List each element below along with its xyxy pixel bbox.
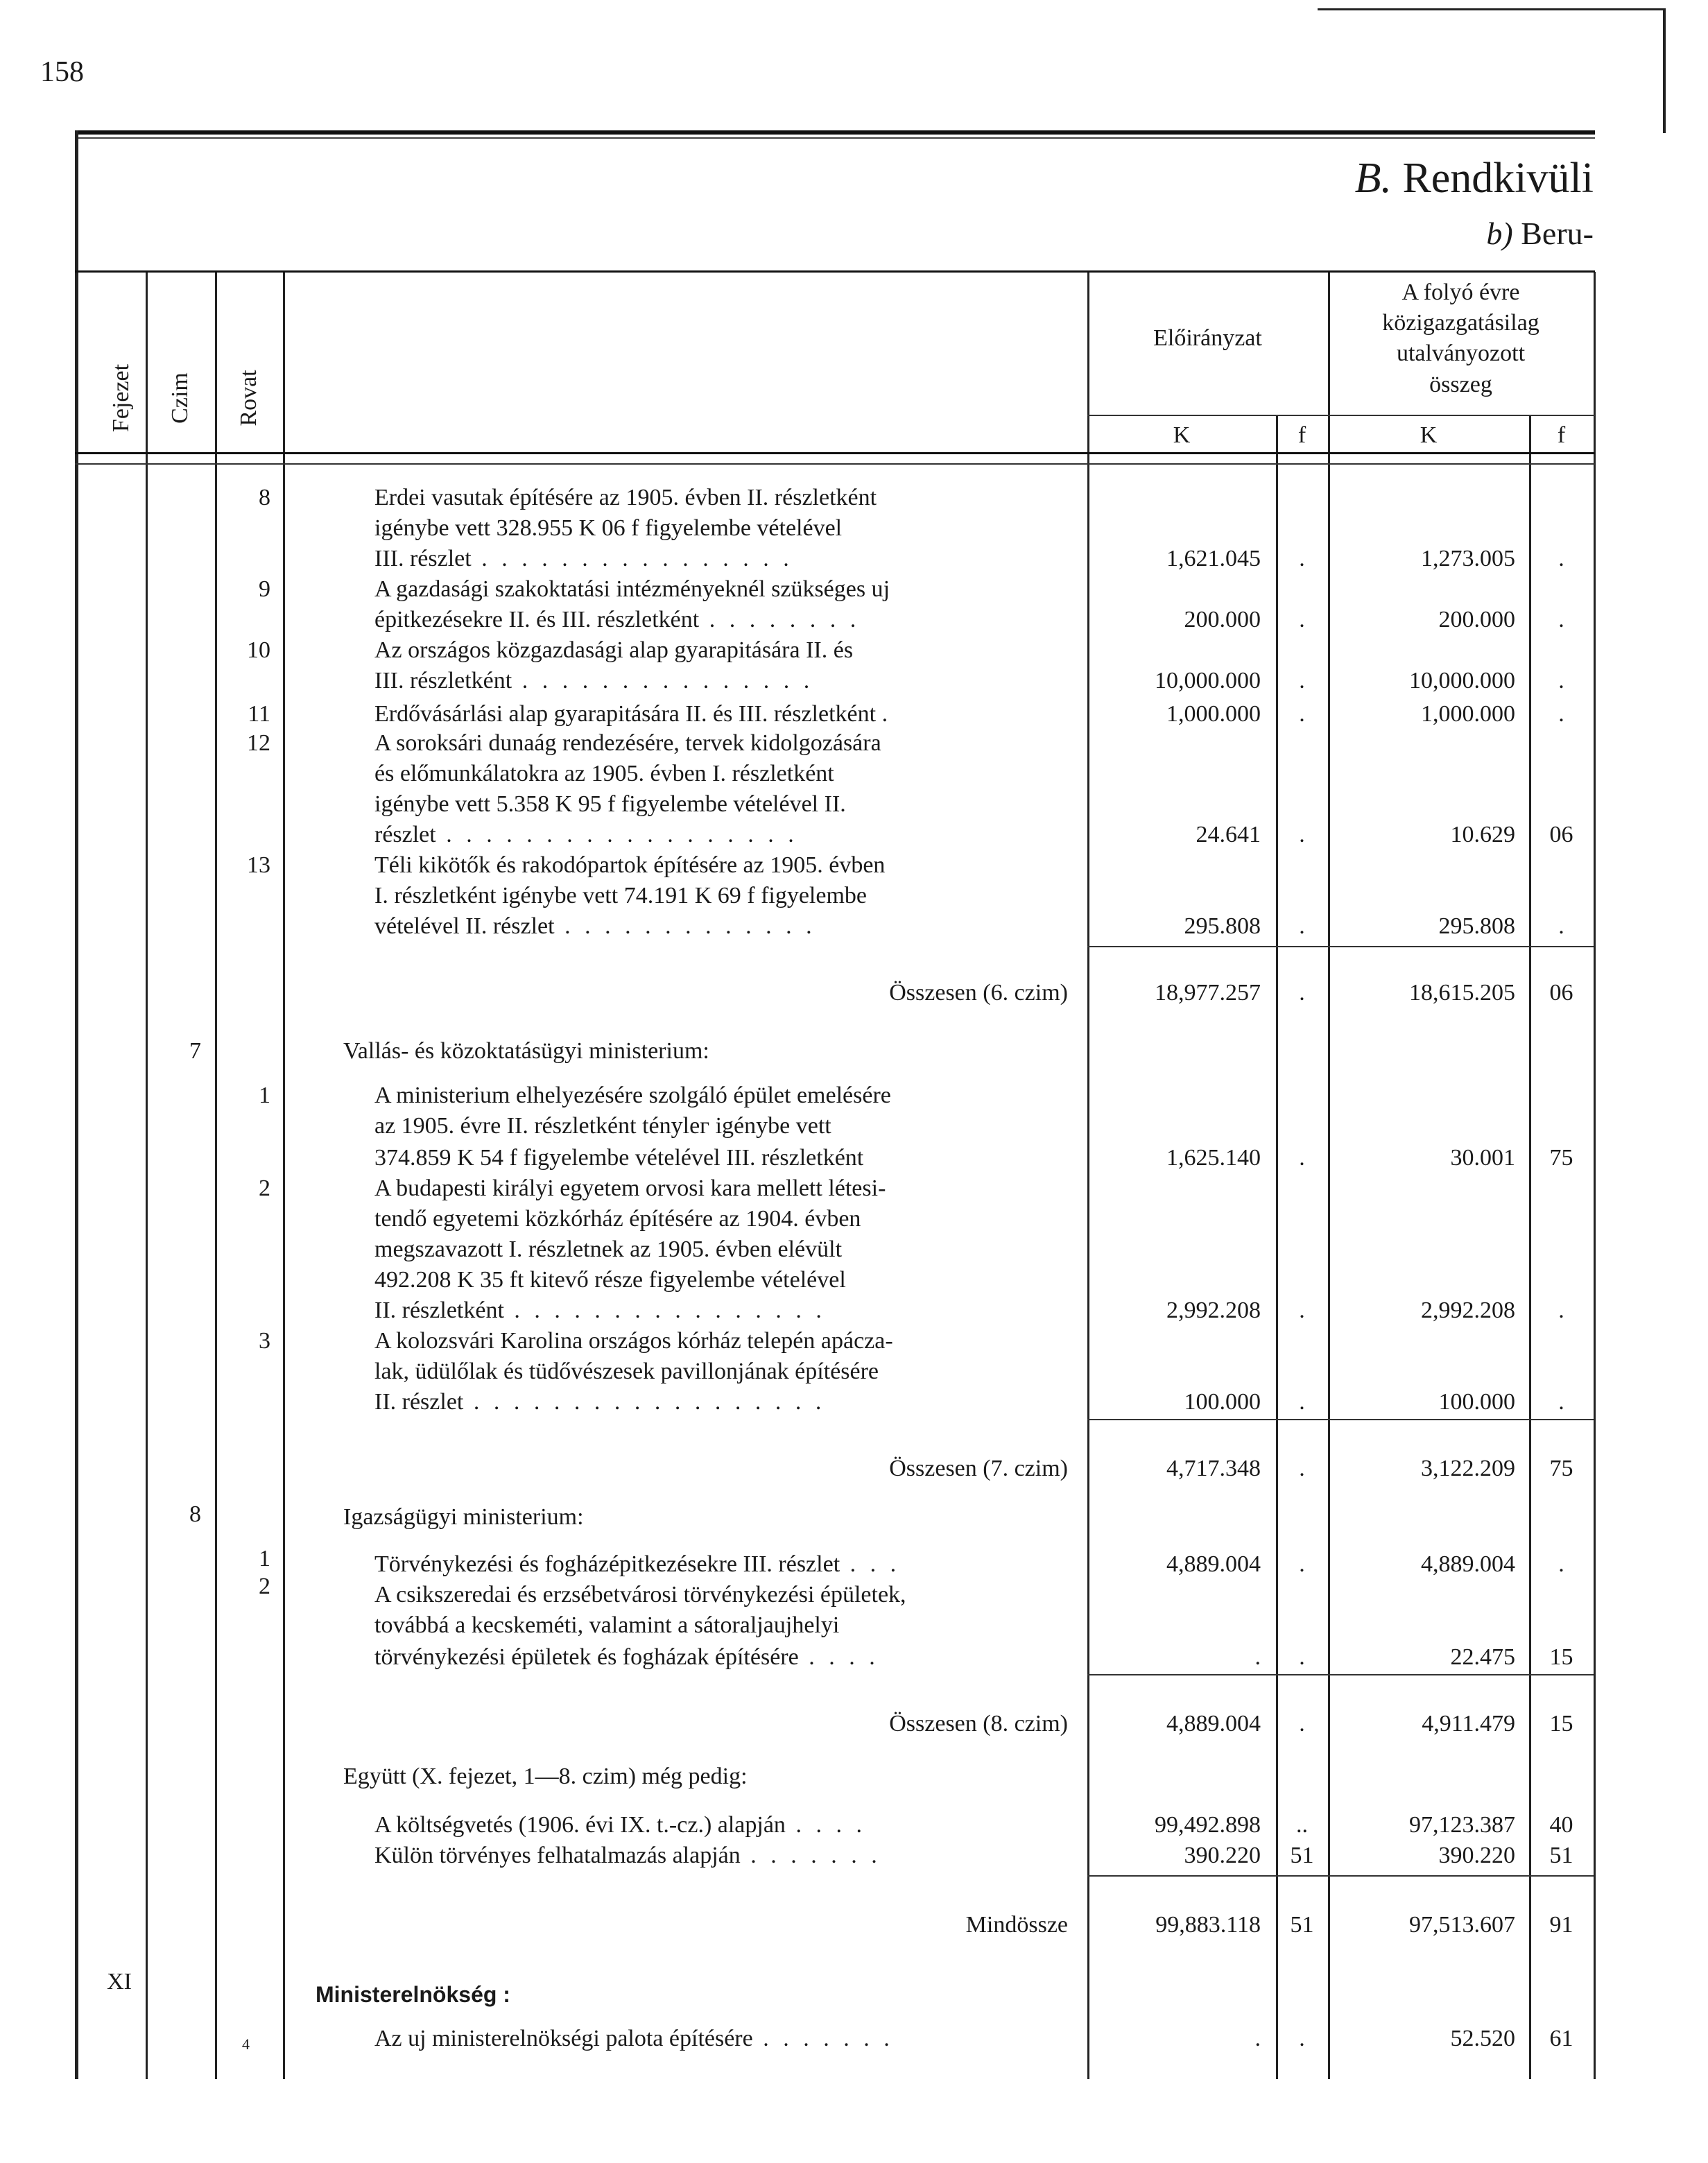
- utalvany-f: .: [1558, 1551, 1564, 1577]
- utalvany-f: 91: [1549, 1912, 1573, 1938]
- line-text: vételével II. részlet . . . . . . . . . . . . .: [374, 913, 816, 939]
- rovat-number: 13: [247, 852, 270, 878]
- rovat-number: 11: [248, 701, 270, 727]
- eloiranyzat-k: 4,889.004: [1166, 1711, 1261, 1737]
- col-divider: [146, 272, 148, 2079]
- col-divider: [1328, 272, 1330, 2079]
- utalvany-f: .: [1558, 668, 1564, 693]
- utalvany-f: 06: [1549, 980, 1573, 1006]
- line-text: I. részletként igénybe vett 74.191 K 69 f figyelembe: [374, 883, 867, 908]
- eloiranyzat-f: .: [1299, 1644, 1305, 1670]
- utalvany-f: .: [1558, 607, 1564, 632]
- utalvany-f: 40: [1549, 1812, 1573, 1838]
- subtotal-rule: [1087, 946, 1594, 947]
- eloiranyzat-k: 24.641: [1196, 822, 1261, 847]
- col-header-utalvanyozott: A folyó évre közigazgatásilag utalványozott összeg: [1382, 279, 1539, 397]
- rovat-number: 12: [247, 730, 270, 756]
- line-text: A ministerium elhelyezésére szolgáló épület emelésére: [374, 1083, 891, 1108]
- utalvany-f: 75: [1549, 1145, 1573, 1171]
- grand-total-label: Mindössze: [965, 1912, 1068, 1938]
- corner-rule: [1318, 8, 1664, 10]
- rovat-number: 3: [259, 1328, 270, 1354]
- section-letter: B.: [1354, 155, 1392, 202]
- line-text: 374.859 K 54 f figyelembe vételével III. részletként: [374, 1145, 864, 1171]
- eloiranyzat-k: 4,889.004: [1166, 1551, 1261, 1577]
- rovat-number: 10: [247, 637, 270, 663]
- line-text: A soroksári dunaág rendezésére, tervek kidolgozására: [374, 730, 881, 756]
- rovat-number: 2: [259, 1574, 270, 1599]
- header-sub-rule: [1087, 415, 1595, 416]
- section-subtitle: [1486, 215, 1594, 252]
- eloiranyzat-f: .: [1299, 1145, 1305, 1171]
- rovat-number: 4: [242, 2035, 250, 2053]
- eloiranyzat-f: .: [1299, 913, 1305, 939]
- utalvany-f: 75: [1549, 1456, 1573, 1481]
- line-text: igénybe vett 5.358 K 95 f figyelembe vételével II.: [374, 791, 846, 817]
- total-rule: [1087, 1875, 1594, 1877]
- eloiranyzat-k: 295.808: [1184, 913, 1261, 939]
- line-text: épitkezésekre II. és III. részletként . . . . . . . .: [374, 607, 861, 632]
- page-number: 158: [40, 56, 84, 88]
- utalvany-k: 10.629: [1450, 822, 1515, 847]
- eloiranyzat-k: 99,883.118: [1155, 1912, 1261, 1938]
- line-text: A költségvetés (1906. évi IX. t.-cz.) alapján . . . .: [374, 1812, 866, 1838]
- top-rule-thin: [76, 137, 1595, 139]
- col-divider: [1087, 272, 1089, 2079]
- line-text: lak, üdülőlak és tüdővészesek pavillonjának építésére: [374, 1359, 879, 1384]
- utalvany-k: 52.520: [1450, 2026, 1515, 2051]
- eloiranyzat-k: 4,717.348: [1166, 1456, 1261, 1481]
- eloiranyzat-f: .: [1299, 546, 1305, 571]
- line-text: Az uj ministerelnökségi palota építésére . . . . . . .: [374, 2026, 894, 2051]
- rovat-number: 1: [259, 1546, 270, 1571]
- top-rule: [76, 130, 1595, 135]
- line-text: Az országos közgazdasági alap gyarapitására II. és: [374, 637, 854, 663]
- eloiranyzat-f: ..: [1296, 1812, 1308, 1838]
- line-text: az 1905. évre II. részletként ténylег igénybe vett: [374, 1113, 831, 1139]
- summary-title: Együtt (X. fejezet, 1—8. czim) még pedig:: [343, 1764, 748, 1789]
- col-header-f: f: [1557, 422, 1566, 448]
- eloiranyzat-f: 51: [1290, 1912, 1314, 1938]
- corner-rule-vertical: [1663, 8, 1666, 133]
- subsection-text: Beru-: [1521, 216, 1594, 251]
- col-header-rovat: Rovat: [236, 370, 261, 426]
- utalvany-f: .: [1558, 701, 1564, 727]
- eloiranyzat-k: 18,977.257: [1155, 980, 1261, 1006]
- subtotal-rule: [1087, 1674, 1594, 1675]
- col-divider: [283, 272, 285, 2079]
- utalvany-k: 4,911.479: [1422, 1711, 1515, 1737]
- eloiranyzat-f: .: [1299, 1456, 1305, 1481]
- subtotal-rule: [1087, 1419, 1594, 1420]
- utalvany-k: 2,992.208: [1421, 1298, 1515, 1323]
- utalvany-f: .: [1558, 1389, 1564, 1415]
- utalvany-k: 200.000: [1438, 607, 1515, 632]
- left-border: [75, 130, 78, 2079]
- line-text: A gazdasági szakoktatási intézményeknél szükséges uj: [374, 576, 890, 602]
- line-text: és előmunkálatokra az 1905. évben I. részletként: [374, 761, 834, 786]
- utalvany-k: 97,513.607: [1409, 1912, 1515, 1938]
- col-header-fejezet: Fejezet: [108, 363, 134, 433]
- header-bottom-rule-thin: [75, 463, 1595, 465]
- col-header-czim: Czim: [167, 372, 193, 424]
- eloiranyzat-k: 200.000: [1184, 607, 1261, 632]
- line-text: A budapesti királyi egyetem orvosi kara mellett létesi-: [374, 1175, 886, 1201]
- rovat-number: 8: [259, 485, 270, 510]
- eloiranyzat-k: 10,000.000: [1155, 668, 1261, 693]
- line-text: II. részletként . . . . . . . . . . . . . . . .: [374, 1298, 826, 1323]
- eloiranyzat-f: .: [1299, 607, 1305, 632]
- eloiranyzat-k: .: [1254, 2026, 1261, 2051]
- line-text: 492.208 K 35 ft kitevő része figyelembe vételével: [374, 1267, 846, 1293]
- section-title-text: Rendkivüli: [1402, 155, 1594, 202]
- rovat-number: 9: [259, 576, 270, 602]
- fejezet-number: XI: [107, 1969, 132, 1994]
- utalvany-k: 295.808: [1438, 913, 1515, 939]
- czim-title: Vallás- és közoktatásügyi ministerium:: [343, 1038, 709, 1064]
- utalvany-f: 06: [1549, 822, 1573, 847]
- eloiranyzat-f: .: [1299, 1389, 1305, 1415]
- fejezet-title: Ministerelnökség :: [316, 1982, 510, 2007]
- line-text: III. részlet . . . . . . . . . . . . . . . .: [374, 546, 793, 571]
- utalvany-k: 10,000.000: [1409, 668, 1515, 693]
- line-text: Téli kikötők és rakodópartok építésére az 1905. évben: [374, 852, 886, 878]
- utalvany-k: 4,889.004: [1421, 1551, 1515, 1577]
- eloiranyzat-f: .: [1299, 822, 1305, 847]
- eloiranyzat-f: 51: [1290, 1843, 1314, 1868]
- eloiranyzat-f: .: [1299, 980, 1305, 1006]
- utalvany-k: 97,123.387: [1409, 1812, 1515, 1838]
- czim-number: 7: [189, 1038, 201, 1064]
- line-text: Erdei vasutak építésére az 1905. évben II. részletként: [374, 485, 877, 510]
- eloiranyzat-k: 1,625.140: [1166, 1145, 1261, 1171]
- line-text: részlet . . . . . . . . . . . . . . . . . .: [374, 822, 798, 847]
- col-header-k: K: [1420, 422, 1438, 448]
- subsection-letter: b): [1486, 216, 1513, 251]
- header-rule: [75, 270, 1595, 273]
- line-text: megszavazott I. részletnek az 1905. évben elévült: [374, 1236, 843, 1262]
- line-text: Erdővásárlási alap gyarapitására II. és III. részletként .: [374, 701, 888, 727]
- line-text: A kolozsvári Karolina országos kórház telepén apácza-: [374, 1328, 893, 1354]
- utalvany-k: 3,122.209: [1421, 1456, 1515, 1481]
- line-text: Törvénykezési és fogházépitkezésekre III. részlet . . .: [374, 1551, 901, 1577]
- eloiranyzat-f: .: [1299, 668, 1305, 693]
- utalvany-k: 1,000.000: [1421, 701, 1515, 727]
- eloiranyzat-f: .: [1299, 1298, 1305, 1323]
- utalvany-k: 18,615.205: [1409, 980, 1515, 1006]
- utalvany-f: 15: [1549, 1711, 1573, 1737]
- line-text: továbbá a kecskeméti, valamint a sátoraljaujhelyi: [374, 1612, 840, 1638]
- utalvany-k: 100.000: [1438, 1389, 1515, 1415]
- col-header-eloiranyzat: Előirányzat: [1153, 325, 1262, 351]
- utalvany-k: 390.220: [1438, 1843, 1515, 1868]
- subtotal-label: Összesen (6. czim): [889, 980, 1068, 1006]
- eloiranyzat-k: 1,000.000: [1166, 701, 1261, 727]
- eloiranyzat-f: .: [1299, 1711, 1305, 1737]
- right-border: [1594, 272, 1596, 2079]
- utalvany-f: .: [1558, 1298, 1564, 1323]
- eloiranyzat-k: 390.220: [1184, 1843, 1261, 1868]
- subtotal-label: Összesen (7. czim): [889, 1456, 1068, 1481]
- utalvany-k: 1,273.005: [1421, 546, 1515, 571]
- eloiranyzat-f: .: [1299, 701, 1305, 727]
- rovat-number: 2: [259, 1175, 270, 1201]
- line-text: igénybe vett 328.955 K 06 f figyelembe vételével: [374, 515, 843, 541]
- utalvany-f: .: [1558, 913, 1564, 939]
- line-text: III. részletként . . . . . . . . . . . . . . .: [374, 668, 814, 693]
- line-text: Külön törvényes felhatalmazás alapján . . . . . . .: [374, 1843, 881, 1868]
- eloiranyzat-f: .: [1299, 2026, 1305, 2051]
- line-text: törvénykezési épületek és fogházak építésére . . . .: [374, 1644, 879, 1670]
- utalvany-f: .: [1558, 546, 1564, 571]
- czim-title: Igazságügyi ministerium:: [343, 1504, 584, 1530]
- subtotal-label: Összesen (8. czim): [889, 1711, 1068, 1737]
- line-text: tendő egyetemi közkórház építésére az 1904. évben: [374, 1206, 861, 1232]
- col-header-f: f: [1297, 422, 1306, 448]
- line-text: II. részlet . . . . . . . . . . . . . . . . . .: [374, 1389, 826, 1415]
- czim-number: 8: [189, 1501, 201, 1527]
- utalvany-f: 51: [1549, 1843, 1573, 1868]
- eloiranyzat-f: .: [1299, 1551, 1305, 1577]
- utalvany-f: 61: [1549, 2026, 1573, 2051]
- section-title: [1355, 154, 1594, 203]
- line-text: A csikszeredai és erzsébetvárosi törvénykezési épületek,: [374, 1582, 906, 1608]
- eloiranyzat-k: 99,492.898: [1155, 1812, 1261, 1838]
- utalvany-f: 15: [1549, 1644, 1573, 1670]
- header-bottom-rule: [75, 452, 1595, 454]
- eloiranyzat-k: .: [1254, 1644, 1261, 1670]
- utalvany-k: 30.001: [1450, 1145, 1515, 1171]
- eloiranyzat-k: 100.000: [1184, 1389, 1261, 1415]
- eloiranyzat-k: 1,621.045: [1166, 546, 1261, 571]
- col-header-k: K: [1173, 422, 1191, 448]
- col-divider: [215, 272, 217, 2079]
- eloiranyzat-k: 2,992.208: [1166, 1298, 1261, 1323]
- utalvany-k: 22.475: [1450, 1644, 1515, 1670]
- rovat-number: 1: [259, 1083, 270, 1108]
